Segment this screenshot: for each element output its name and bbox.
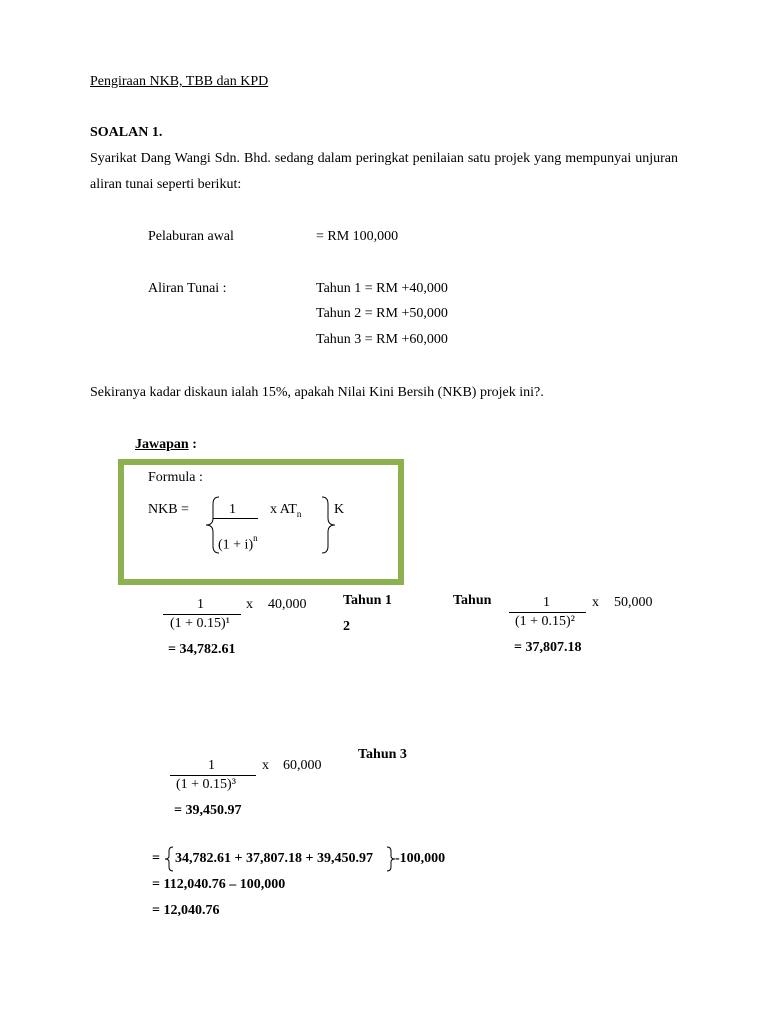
total-line-2: = 112,040.76 – 100,000	[152, 877, 286, 892]
formula-times-at	[270, 502, 301, 519]
year1-times: x	[246, 597, 253, 612]
total-equals: =	[152, 851, 160, 866]
year2-label: Tahun	[453, 593, 492, 608]
answer-heading-colon: :	[188, 437, 197, 452]
cash-flow-label: Aliran Tunai :	[148, 281, 227, 296]
question-text: Syarikat Dang Wangi Sdn. Bhd. sedang dalam peringkat penilaian satu projek yang mempunyai unjuran aliran tunai seperti berikut:	[90, 151, 678, 192]
year1-result: = 34,782.61	[168, 642, 236, 657]
year2-times: x	[592, 595, 599, 610]
year2-fraction-bar	[509, 612, 586, 613]
year3-label: Tahun 3	[358, 747, 407, 762]
formula-times-at-sub: n	[296, 508, 302, 519]
formula-times-at-base: x AT	[270, 502, 297, 517]
year2-numerator: 1	[543, 595, 550, 610]
question-prompt: Sekiranya kadar diskaun ialah 15%, apakah Nilai Kini Bersih (NKB) projek ini?.	[90, 385, 544, 400]
year2-value: 50,000	[614, 595, 653, 610]
total-sum: 34,782.61 + 37,807.18 + 39,450.97	[175, 851, 373, 866]
total-line-3: = 12,040.76	[152, 903, 220, 918]
answer-heading-text: Jawapan	[135, 437, 189, 452]
year3-result: = 39,450.97	[174, 803, 242, 818]
formula-label: Formula :	[148, 470, 203, 485]
formula-lhs: NKB =	[148, 502, 189, 517]
year3-times: x	[262, 758, 269, 773]
question-heading: SOALAN 1.	[90, 125, 163, 140]
year2-denominator: (1 + 0.15)²	[515, 614, 575, 629]
formula-fraction-bar	[213, 518, 258, 519]
year1-label-continued: 2	[343, 619, 350, 634]
cash-flow-year-3: Tahun 3 = RM +60,000	[316, 332, 448, 347]
total-minus: -100,000	[395, 851, 446, 866]
year1-numerator: 1	[197, 597, 204, 612]
year1-label: Tahun 1	[343, 593, 392, 608]
year3-fraction-bar	[170, 775, 256, 776]
total-left-brace	[162, 846, 176, 872]
formula-denominator-base: (1 + i)	[218, 537, 254, 553]
answer-heading	[135, 437, 197, 453]
formula-numerator: 1	[229, 502, 236, 517]
initial-investment-value: = RM 100,000	[316, 229, 399, 244]
initial-investment-label: Pelaburan awal	[148, 229, 234, 244]
year2-result: = 37,807.18	[514, 640, 582, 655]
formula-denominator	[218, 535, 258, 554]
year1-fraction-bar	[163, 614, 241, 615]
cash-flow-year-1: Tahun 1 = RM +40,000	[316, 281, 448, 296]
formula-minus-k: K	[334, 502, 345, 517]
year1-denominator: (1 + 0.15)¹	[170, 616, 230, 631]
year3-value: 60,000	[283, 758, 322, 773]
page-title: Pengiraan NKB, TBB dan KPD	[90, 74, 269, 89]
year3-numerator: 1	[208, 758, 215, 773]
formula-denominator-exp: n	[253, 533, 258, 543]
year3-denominator: (1 + 0.15)³	[176, 777, 236, 792]
year1-value: 40,000	[268, 597, 307, 612]
cash-flow-year-2: Tahun 2 = RM +50,000	[316, 306, 448, 321]
